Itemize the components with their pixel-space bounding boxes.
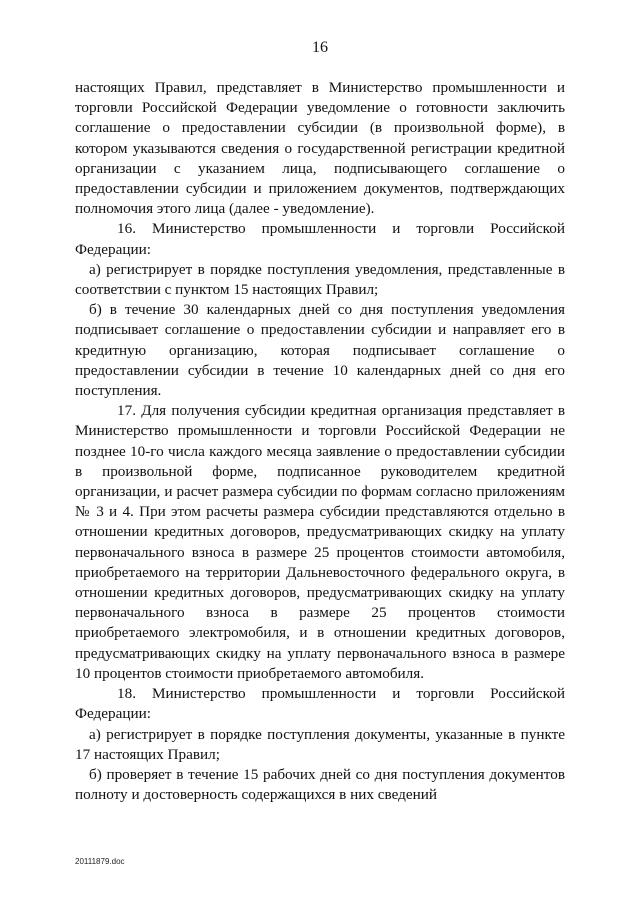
- paragraph-18: 18. Министерство промышленности и торговли Российской Федерации:: [75, 685, 565, 723]
- document-body: [75, 78, 565, 805]
- paragraph-16: 16. Министерство промышленности и торговли Российской Федерации:: [75, 220, 565, 258]
- footer-filename: 20111879.doc: [75, 857, 125, 866]
- paragraph-18-b: б) проверяет в течение 15 рабочих дней со дня поступления документов полноту и достоверность содержащихся в них сведений: [75, 765, 565, 804]
- page-number: 16: [312, 39, 328, 56]
- paragraph-17: 17. Для получения субсидии кредитная организация представляет в Министерство промышленности и торговли Российской Федерации не позднее 10-го числа каждого месяца заявление о предоставлении субсидии в произвольной форме, подписанное руководителем кредитной организации, и расчет размера субсидии по формам согласно приложениям № 3 и 4. При этом расчеты размера субсидии представляются отдельно в отношении кредитных договоров, предусматривающих скидку на уплату первоначального взноса в размере 25 процентов стоимости автомобиля, приобретаемого на территории Дальневосточного федерального округа, в отношении кредитных договоров, предусматривающих скидку на уплату первоначального взноса в размере 25 процентов стоимости приобретаемого электромобиля, и в отношении кредитных договоров, предусматривающих скидку на уплату первоначального взноса в размере 10 процентов стоимости приобретаемого автомобиля.: [75, 402, 565, 682]
- paragraph-16-a: а) регистрирует в порядке поступления уведомления, представленные в соответствии с пунктом 15 настоящих Правил;: [75, 260, 565, 299]
- paragraph-continuation: настоящих Правил, представляет в Министерство промышленности и торговли Российской Федерации уведомление о готовности заключить соглашение о предоставлении субсидии (в произвольной форме), в котором указываются сведения о государственной регистрации кредитной организации с указанием лица, подписывающего соглашение о предоставлении субсидии и приложением документов, подтверждающих полномочия этого лица (далее - уведомление).: [75, 79, 565, 218]
- paragraph-18-a: а) регистрирует в порядке поступления документы, указанные в пункте 17 настоящих Правил;: [75, 725, 565, 763]
- paragraph-16-b: б) в течение 30 календарных дней со дня поступления уведомления подписывает соглашение о предоставлении субсидии и направляет его в кредитную организацию, которая подписывает соглашение о предоставлении субсидии в течение 10 календарных дней со дня его поступления.: [75, 301, 565, 400]
